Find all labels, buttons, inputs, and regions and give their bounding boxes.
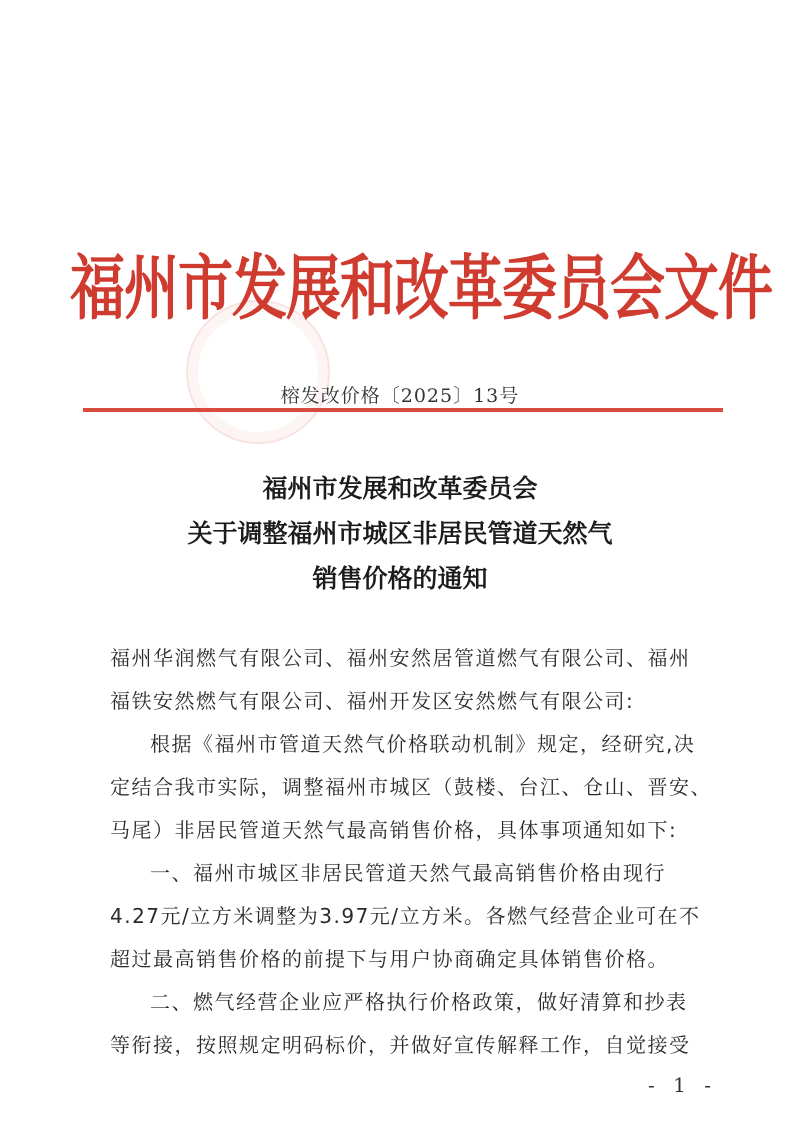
page-number: - 1 - — [648, 1073, 717, 1097]
title-line: 福州市发展和改革委员会 — [262, 474, 538, 503]
body-line: 马尾）非居民管道天然气最高销售价格，具体事项通知如下: — [110, 818, 678, 842]
official-seal — [186, 300, 330, 444]
body-line: 根据《福州市管道天然气价格联动机制》规定，经研究,决 — [150, 732, 696, 756]
document-number: 榕发改价格〔2025〕13号 — [280, 385, 520, 407]
red-divider-line — [83, 408, 723, 412]
body-line: 等衔接，按照规定明码标价，并做好宣传解释工作，自觉接受 — [110, 1033, 691, 1057]
body-line: 一、福州市城区非居民管道天然气最高销售价格由现行 — [150, 861, 666, 885]
body-line: 二、燃气经营企业应严格执行价格政策，做好清算和抄表 — [150, 990, 688, 1014]
notice-title — [0, 466, 800, 601]
notice-body — [110, 637, 710, 1067]
body-line: 福铁安然燃气有限公司、福州开发区安然燃气有限公司: — [110, 689, 635, 713]
body-line: 超过最高销售价格的前提下与用户协商确定具体销售价格。 — [110, 947, 669, 971]
title-line: 关于调整福州市城区非居民管道天然气 — [187, 519, 613, 548]
title-line: 销售价格的通知 — [312, 564, 488, 593]
masthead-title: 福州市发展和改革委员会文件 — [70, 246, 773, 330]
body-line: 定结合我市实际，调整福州市城区（鼓楼、台江、仓山、晋安、 — [110, 775, 712, 799]
body-line: 4.27元/立方米调整为3.97元/立方米。各燃气经营企业可在不 — [110, 904, 701, 928]
body-line: 福州华润燃气有限公司、福州安然居管道燃气有限公司、福州 — [110, 646, 691, 670]
